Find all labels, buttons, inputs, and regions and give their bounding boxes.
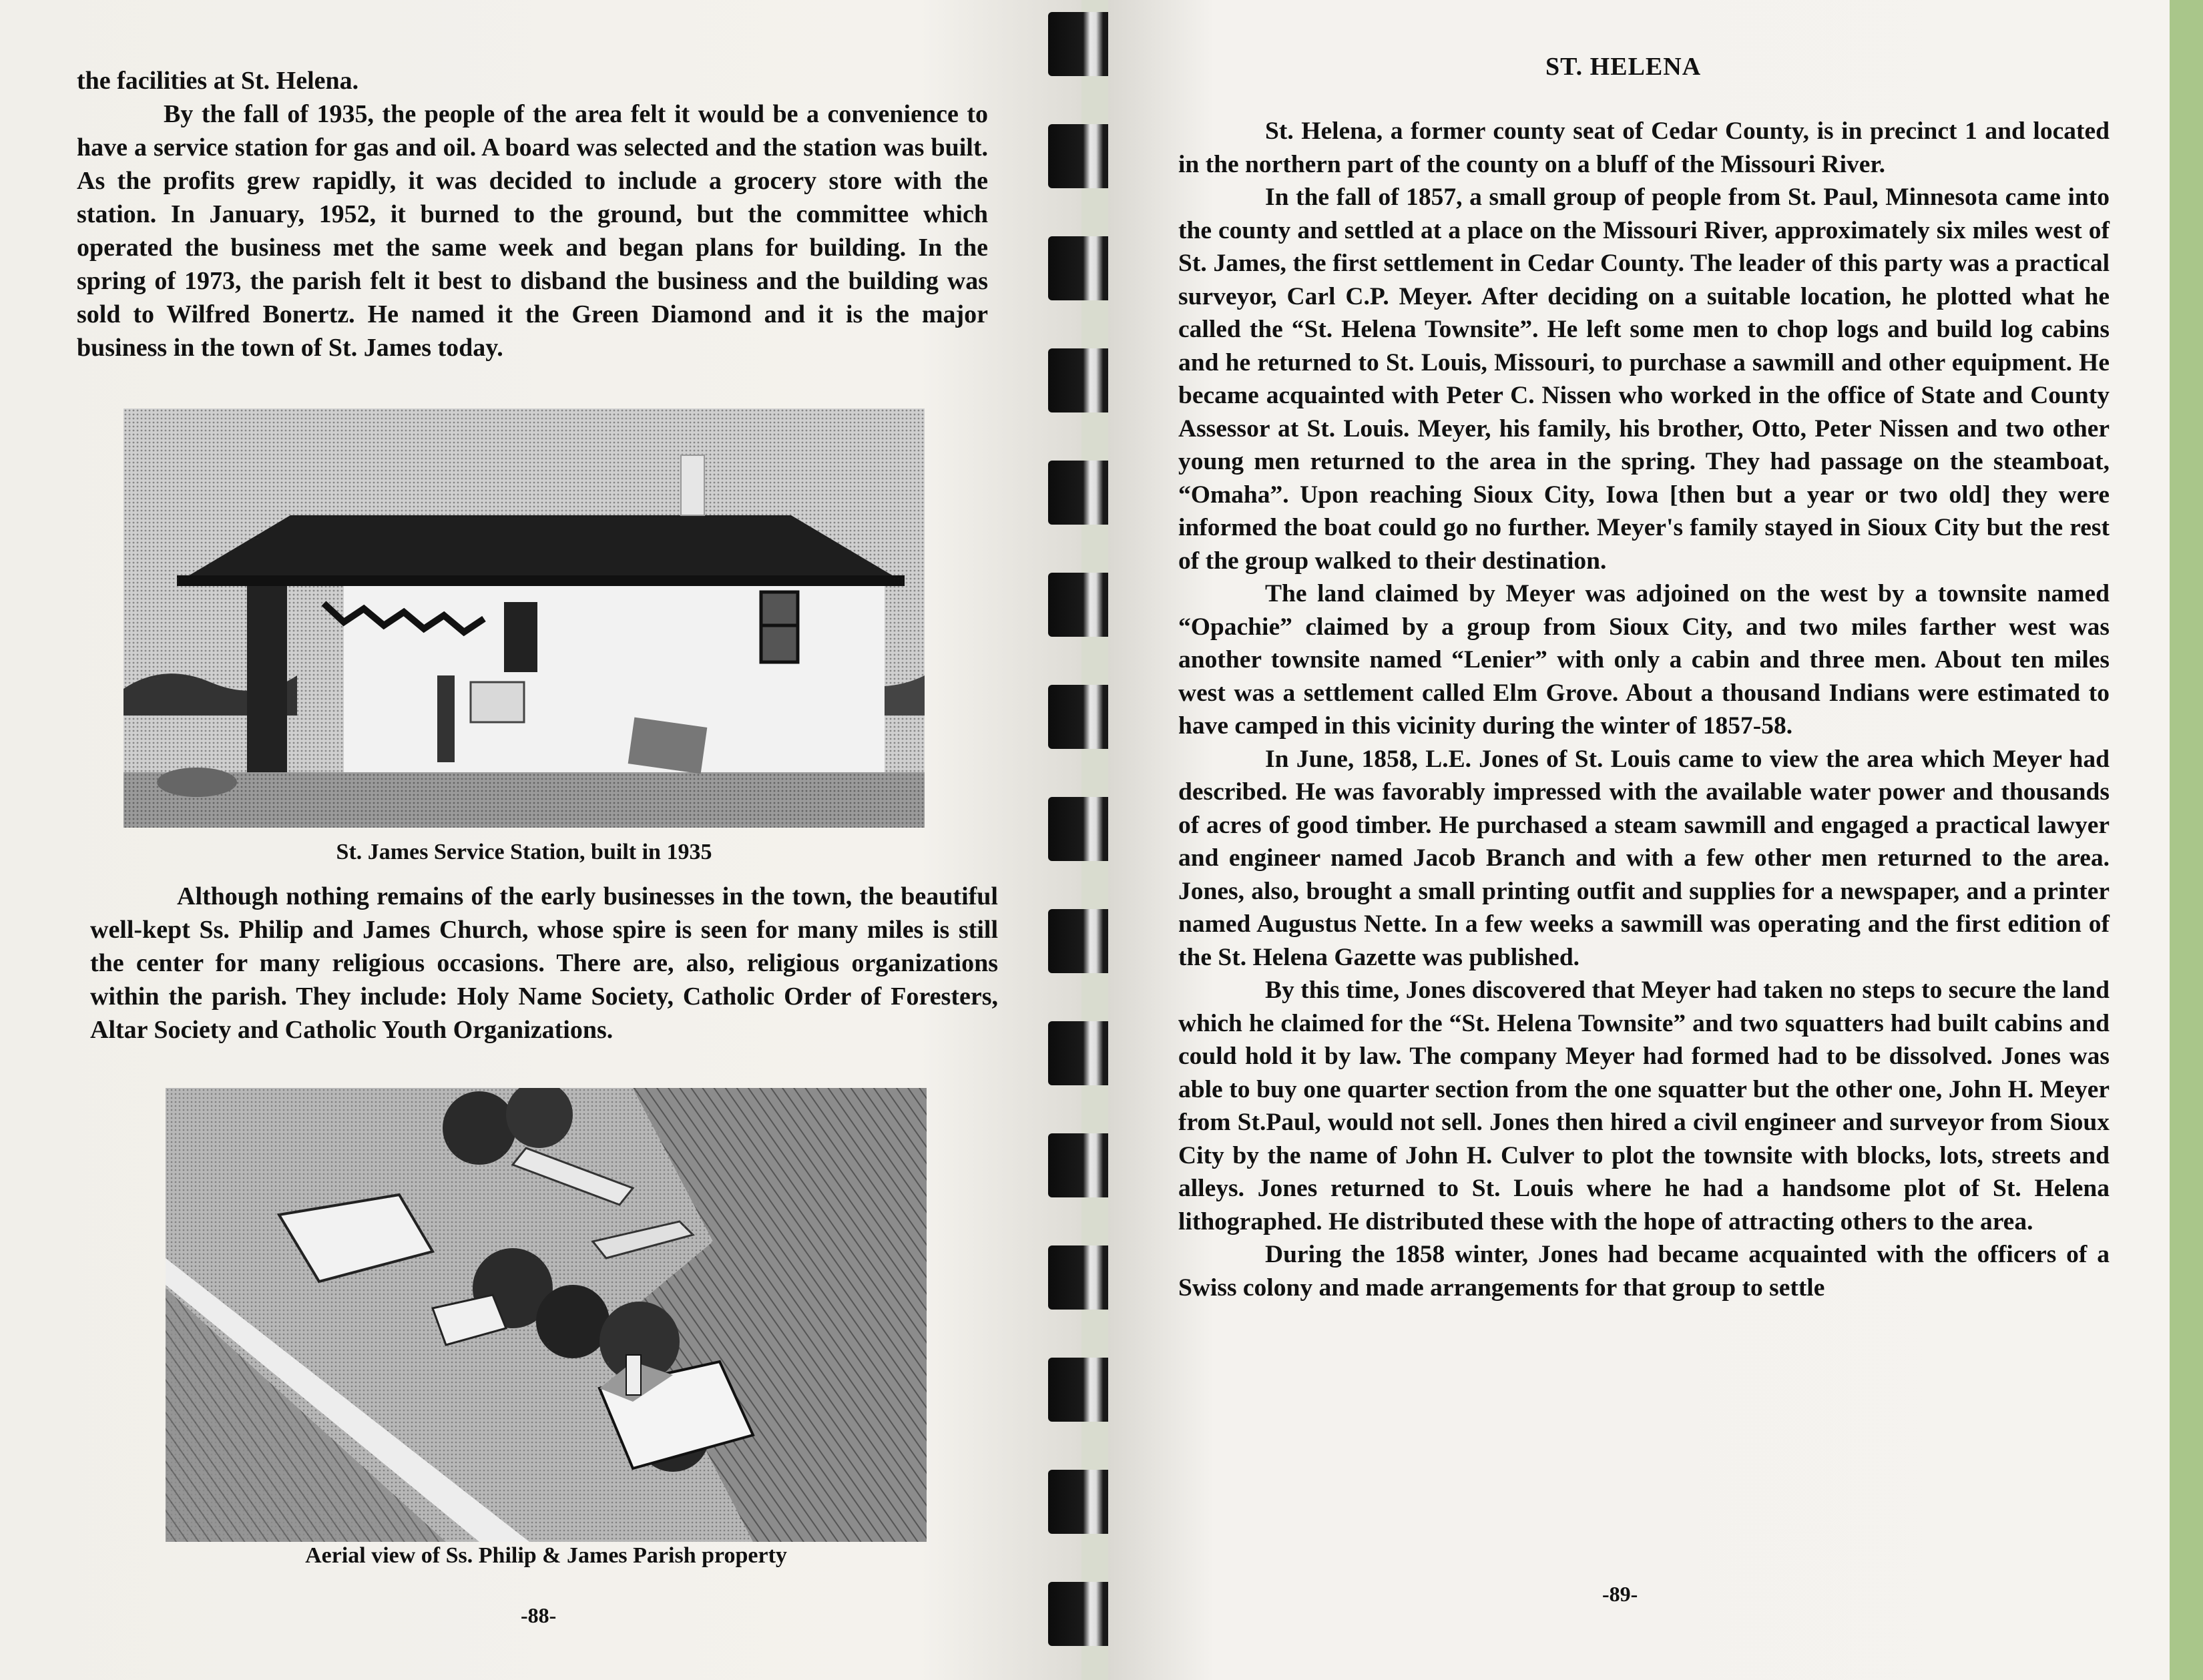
left-middle-text [90,880,998,1047]
right-paragraph-6: During the 1858 winter, Jones had became acquainted with the officers of a Swiss colony and made arrangements for that group to settle [1178,1241,2110,1302]
service-station-photo [124,408,925,828]
right-body-text [1178,115,2110,1304]
left-paragraph-1: the facilities at St. Helena. [77,67,359,95]
service-station-illustration [124,408,925,828]
background-edge [2170,0,2203,1680]
left-paragraph-2: By the fall of 1935, the people of the area felt it would be a convenience to have a service station for gas and oil. A board was selected and the station was built. As the profits grew rapidly, it was decided to include a grocery store with the station. In January, 1952, it burned to the ground, but the committee which operated the business met the same week and began plans for building. In the spring of 1973, the parish felt it best to disband the business and the building was sold to Wilfred Bonertz. He named it the Green Diamond and it is the major business in the town of St. James today. [77,100,988,362]
aerial-view-caption: Aerial view of Ss. Philip & James Parish property [305,1543,787,1568]
right-paragraph-2: In the fall of 1857, a small group of people from St. Paul, Minnesota came into the county and settled at a place on the Missouri River, approximately six miles west of St. James, the first settlement in Cedar County. The leader of this party was a practical surveyor, Carl C.P. Meyer. After deciding on a suitable location, he plotted what he called the “St. Helena Townsite”. He left some men to chop logs and build log cabins and he returned to St. Louis, Missouri, to purchase a sawmill and other equipment. He became acquainted with Peter C. Nissen who worked in the office of State and County Assessor at St. Louis. Meyer, his family, his brother, Otto, Peter Nissen and two other young men returned to the area in the spring. They had passage on the steamboat, “Omaha”. Upon reaching Sioux City, Iowa [then but a year or two old] they were informed the boat could go no further. Meyer's family stayed in Sioux City but the rest of the group walked to their destination. [1178,184,2110,575]
left-paragraph-3: Although nothing remains of the early businesses in the town, the beautiful well-kept Ss. Philip and James Church, whose spire is seen for many miles is still the center for many religious occasions. There are, also, religious organizations within the parish. They include: Holy Name Society, Catholic Order of Foresters, Altar Society and Catholic Youth Organizations. [90,882,998,1044]
aerial-view-illustration [166,1088,927,1542]
right-paragraph-1: St. Helena, a former county seat of Cedar County, is in precinct 1 and located in the northern part of the county on a bluff of the Missouri River. [1178,117,2110,178]
left-page [0,0,1081,1680]
right-paragraph-4: In June, 1858, L.E. Jones of St. Louis came to view the area which Meyer had described. He was favorably impressed with the available water power and thousands of acres of good timber. He purchased a steam sawmill and engaged a practical lawyer and engineer named Jacob Branch and with a few other men returned to the area. Jones, also, brought a small printing outfit and supplies for a newspaper, and a printer named Augustus Nette. In a few weeks a sawmill was operating and the first edition of the St. Helena Gazette was published. [1178,745,2110,971]
right-paragraph-3: The land claimed by Meyer was adjoined on the west by a townsite named “Opachie” claimed by a group from Sioux City, and two miles farther west was another townsite named “Lenier” with only a cabin and three men. About ten miles west was a settlement called Elm Grove. About a thousand Indians were estimated to have camped in this vicinity during the winter of 1857-58. [1178,580,2110,740]
left-top-text [77,64,988,364]
aerial-view-photo [166,1088,927,1542]
right-page-number: -89- [1602,1582,1638,1606]
left-page-number: -88- [521,1603,557,1627]
service-station-caption: St. James Service Station, built in 1935 [336,840,712,864]
chapter-heading: ST. HELENA [1545,53,1702,81]
right-page [1108,0,2170,1680]
right-paragraph-5: By this time, Jones discovered that Meyer had taken no steps to secure the land which he claimed for the “St. Helena Townsite” and two squatters had built cabins and could hold it by law. The company Meyer had formed had to be dissolved. Jones was able to buy one quarter section from the one squatter but the other one, John H. Meyer from St.Paul, would not sell. Jones then hired a civil engineer and surveyor from Sioux City by the name of John H. Culver to plot the townsite with blocks, lots, streets and alleys. Jones returned to St. Louis where he had a handsome plot of St. Helena lithographed. He distributed these with the hope of attracting others to the area. [1178,976,2110,1235]
